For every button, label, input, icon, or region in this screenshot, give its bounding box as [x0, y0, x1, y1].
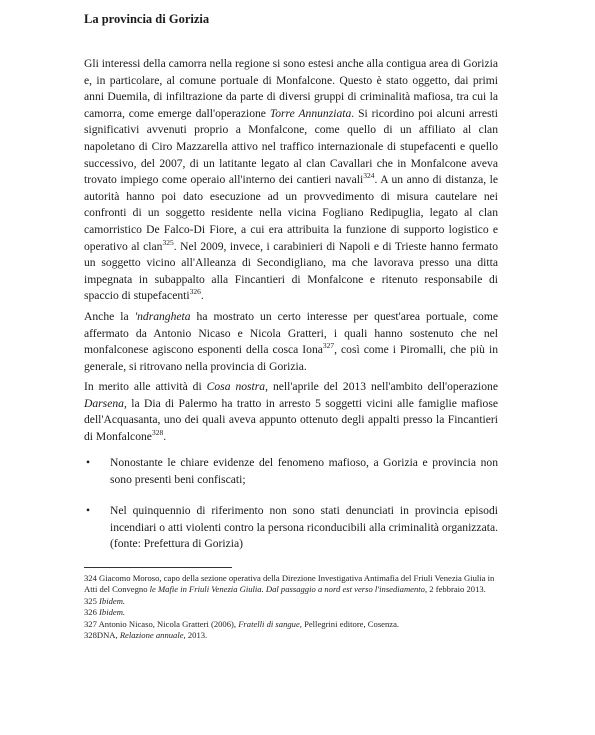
footnote-327	[84, 619, 498, 630]
bullet-list	[84, 455, 498, 488]
footnote-text: , 2013.	[183, 630, 208, 641]
text: , la Dia di Palermo ha tratto in arresto 5 soggetti vicini alle famiglie mafiose dell'Acquasanta, uno dei quali aveva appunto ottenuto degli appalti presso la Fincantieri di Monfalcone	[84, 396, 498, 443]
footnote-ref-326[interactable]: 326	[189, 287, 201, 297]
footnote-italic: Relazione annuale	[119, 630, 184, 641]
bullet-item-beni-confiscati	[84, 455, 498, 488]
footnote-number: 328	[84, 630, 97, 641]
bullet-text: Nonostante le chiare evidenze del fenomeno mafioso, a Gorizia e provincia non sono presenti beni confiscati;	[110, 456, 498, 486]
footnote-text: , Pellegrini editore, Cosenza.	[299, 618, 400, 629]
text: .	[200, 289, 204, 303]
italic-text: Darsena	[84, 396, 124, 410]
paragraph-ndrangheta	[84, 309, 498, 375]
bullet-marker: •	[86, 456, 91, 469]
paragraph-camorra	[84, 56, 498, 305]
footnote-ref-328[interactable]: 328	[151, 427, 164, 437]
bullet-marker: •	[86, 504, 91, 517]
footnote-326	[84, 607, 498, 618]
footnote-ref-325[interactable]: 325	[162, 237, 174, 247]
footnote-number: 327	[84, 618, 97, 629]
footnote-ref-324[interactable]: 324	[363, 171, 375, 181]
page-title: La provincia di Gorizia	[84, 12, 210, 26]
paragraph-cosa-nostra	[84, 379, 498, 445]
footnote-italic: le Mafie in Friuli Venezia Giulia. Dal passaggio a nord est verso l'insediamento	[149, 584, 425, 595]
footnote-text: Giacomo Moroso, capo della sezione operativa della Direzione Investigativa Antimafia del Friuli Venezia Giulia in Atti del Convegno	[84, 573, 495, 595]
text: In merito alle attività di	[84, 380, 207, 393]
footnote-separator	[84, 567, 232, 568]
footnote-text: Antonio Nicaso, Nicola Gratteri (2006),	[96, 618, 239, 629]
footnote-325	[84, 596, 498, 607]
footnote-324	[84, 573, 498, 596]
text: .	[163, 429, 167, 443]
text: . Nel 2009, invece, i carabinieri di Napoli e di Trieste hanno fermato un soggetto vicino all'Alleanza di Secondigliano, ma che lavorava presso una ditta impegnata in subappalto alla Fincantieri di Monfalcone e ritenuto responsabile di spaccio di stupefacenti	[84, 239, 498, 303]
footnote-328	[84, 630, 498, 641]
footnote-number: 324	[84, 573, 97, 583]
text: . Si ricordino poi alcuni arresti significativi avvenuti proprio a Monfalcone, come quello di un affiliato al clan napoletano di Ciro Mazzarella attivo nel traffico internazionale di stupefacenti e quello successivo, del 2007, di un latitante legato al clan Cavallari che in Monfalcone aveva trovato impiego come operaio all'interno dei cantieri navali	[84, 106, 498, 187]
italic-text: Cosa nostra	[206, 380, 266, 393]
bullet-list	[84, 503, 498, 553]
footnote-ref-327[interactable]: 327	[322, 341, 335, 351]
bullet-text: Nel quinquennio di riferimento non sono stati denunciati in provincia episodi incendiari o atti violenti contro la persona riconducibili alla criminalità organizzata. (fonte: Prefettura di Gorizia)	[110, 504, 498, 551]
text: , nell'aprile del 2013 nell'ambito dell'operazione	[265, 380, 498, 393]
footnote-number: 325	[84, 595, 97, 606]
italic-text: Torre Annunziata	[269, 106, 352, 120]
footnotes	[84, 573, 498, 641]
footnote-italic: Fratelli di sangue	[238, 618, 300, 629]
text: . A un anno di distanza, le autorità hanno poi dato esecuzione ad un provvedimento di misura cautelare nei confronti di un soggetto residente nella vicina Fogliano Redipuglia, legato al clan camorristico De Falco-Di Fiore, a cui era attribuita la funzione di supporto logistico e operativo al clan	[84, 173, 499, 253]
footnote-text: , 2 febbraio 2013.	[424, 584, 486, 595]
footnote-italic: Ibidem.	[96, 607, 126, 618]
text: Gli interessi della camorra nella regione si sono estesi anche alla contigua area di Gorizia e, in particolare, al comune portuale di Monfalcone. Questo è stato oggetto, dai primi anni Duemila, di infiltrazione da parte di diversi gruppi di criminalità mafiosa, tra cui la camorra, come emerge dall'operazione	[84, 57, 498, 120]
footnote-text: DNA,	[96, 630, 120, 641]
italic-text: 'ndrangheta	[134, 310, 191, 323]
footnote-italic: Ibidem.	[96, 595, 126, 606]
text: ha mostrato un certo interesse per quest'area portuale, come affermato da Antonio Nicaso e Nicola Gratteri, i quali hanno sostenuto che nel monfalconese agiscono esponenti della cosca Iona	[84, 310, 498, 357]
text: Anche la	[84, 310, 135, 323]
footnote-number: 326	[84, 607, 97, 618]
text: , così come i Piromalli, che più in generale, si ritrovano nella provincia di Gorizia.	[84, 343, 498, 373]
bullet-item-episodi-incendiari	[84, 503, 498, 553]
